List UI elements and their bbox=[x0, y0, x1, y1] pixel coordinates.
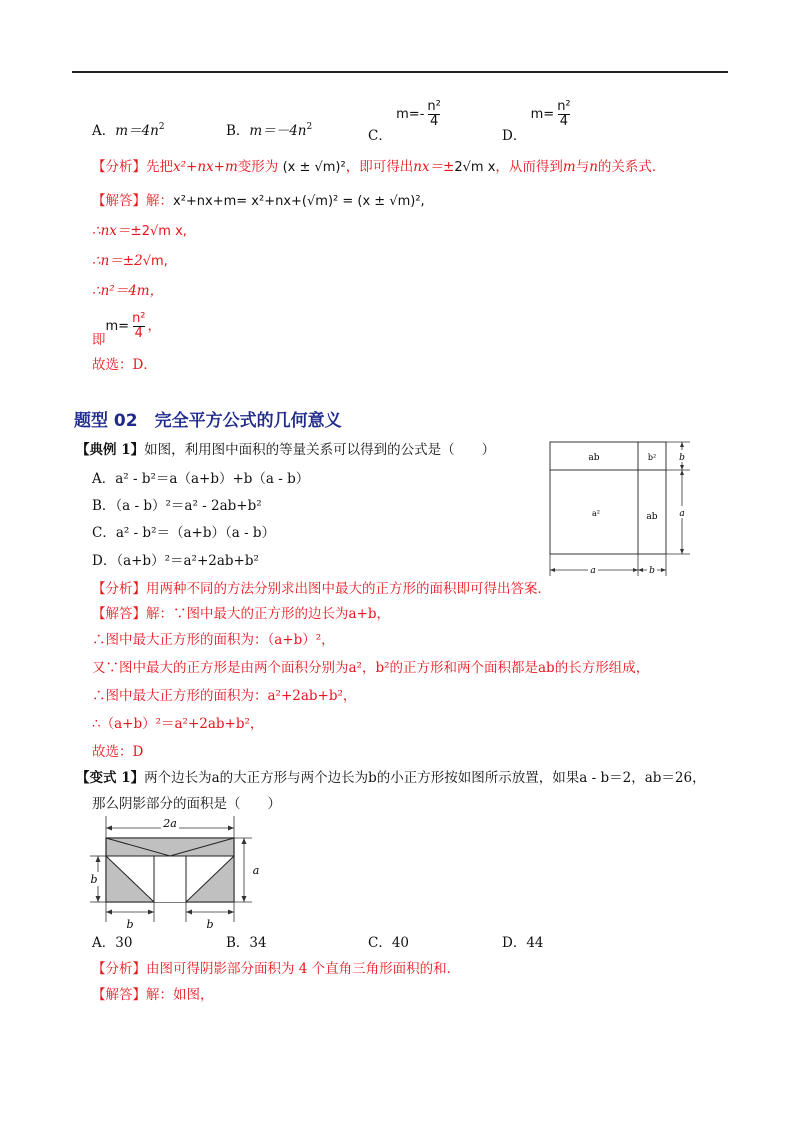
example1-solution-5: ∴（a+b）²＝a²+2ab+b²， bbox=[92, 716, 264, 732]
label-b-left: b bbox=[90, 873, 98, 886]
option-b: B．$m=-4n^2$ bbox=[226, 122, 313, 139]
label-2a: 2a bbox=[163, 817, 177, 830]
example1-stem: 【典例 1】如图，利用图中面积的等量关系可以得到的公式是（ ） bbox=[76, 442, 496, 458]
square-diagram bbox=[540, 436, 700, 582]
answer-line-5: 即m= $\frac{\text{n²}}{4}$ ， bbox=[92, 311, 162, 348]
example1-solution-3: 又∵图中最大的正方形是由两个面积分别为a²，b²的正方形和两个面积都是ab的长方形组成， bbox=[92, 660, 650, 676]
example1-analysis: 【分析】用两种不同的方法分别求出图中最大的正方形的面积即可得出答案． bbox=[92, 581, 551, 597]
variant1-option-d: D．44 bbox=[502, 935, 544, 951]
variant1-solution: 【解答】解：如图， bbox=[92, 987, 214, 1003]
option-d: D． m= $\frac{\text{n²}}{4}$ bbox=[502, 99, 571, 144]
example1-solution-1: 【解答】解：∵图中最大的正方形的边长为a+b， bbox=[92, 606, 391, 622]
label-a-right: a bbox=[252, 864, 260, 877]
label-b-bottom-right: b bbox=[206, 918, 214, 930]
answer-line-3: ∴n＝±2√m, bbox=[92, 253, 168, 269]
example1-option-b: B．（a - b）²＝a² - 2ab+b² bbox=[92, 498, 262, 514]
dim-b-right: b bbox=[679, 453, 685, 463]
answer-q1: 【解答】解：x²+nx+m= x²+nx+(√m)² = (x ± √m)², bbox=[92, 193, 425, 209]
choice-q1: 故选：D． bbox=[92, 357, 157, 373]
example1-option-c: C．a² - b²＝（a+b）（a - b） bbox=[92, 525, 276, 541]
analysis-q1: 【分析】先把x²+nx+m变形为 (x ± √m)²，即可得出nx＝±2√m x，从而得到m与n的关系式． bbox=[92, 159, 666, 175]
option-c: C． m=- $\frac{\text{n²}}{4}$ bbox=[368, 99, 441, 144]
variant1-option-c: C．40 bbox=[368, 935, 410, 951]
label-ab-top: ab bbox=[588, 453, 600, 463]
header-rule bbox=[72, 71, 728, 73]
variant1-stem-line1: 【变式 1】两个边长为a的大正方形与两个边长为b的小正方形按如图所示放置，如果a - b＝2，ab＝26， bbox=[76, 770, 706, 786]
variant1-analysis: 【分析】由图可得阴影部分面积为 4 个直角三角形面积的和． bbox=[92, 961, 461, 977]
example1-solution-4: ∴图中最大正方形的面积为：a²+2ab+b²， bbox=[92, 688, 357, 704]
shaded-squares-diagram bbox=[84, 810, 274, 930]
label-b-squared: b² bbox=[647, 453, 657, 462]
section-heading: 题型 02 完全平方公式的几何意义 bbox=[74, 411, 342, 431]
option-a: A．$m=4n^2$ bbox=[92, 122, 165, 139]
variant1-option-b: B．34 bbox=[226, 935, 267, 951]
dim-a-bottom: a bbox=[590, 566, 596, 576]
example1-choice: 故选：D bbox=[92, 744, 144, 760]
answer-line-2: ∴nx＝±2√m x, bbox=[92, 223, 187, 239]
dim-a-right: a bbox=[679, 509, 685, 519]
example1-solution-2: ∴图中最大正方形的面积为：（a+b）²， bbox=[92, 632, 335, 648]
label-ab-right: ab bbox=[646, 512, 658, 522]
variant1-stem-line2: 那么阴影部分的面积是（ ） bbox=[92, 796, 281, 812]
label-a-squared: a² bbox=[592, 509, 600, 518]
label-b-bottom-left: b bbox=[126, 918, 134, 930]
answer-line-4: ∴n²＝4m， bbox=[92, 283, 164, 299]
dim-b-bottom: b bbox=[649, 566, 655, 576]
variant1-option-a: A．30 bbox=[92, 935, 133, 951]
example1-option-a: A．a² - b²＝a（a+b）+b（a - b） bbox=[92, 471, 310, 487]
example1-option-d: D．（a+b）²＝a²+2ab+b² bbox=[92, 553, 259, 569]
